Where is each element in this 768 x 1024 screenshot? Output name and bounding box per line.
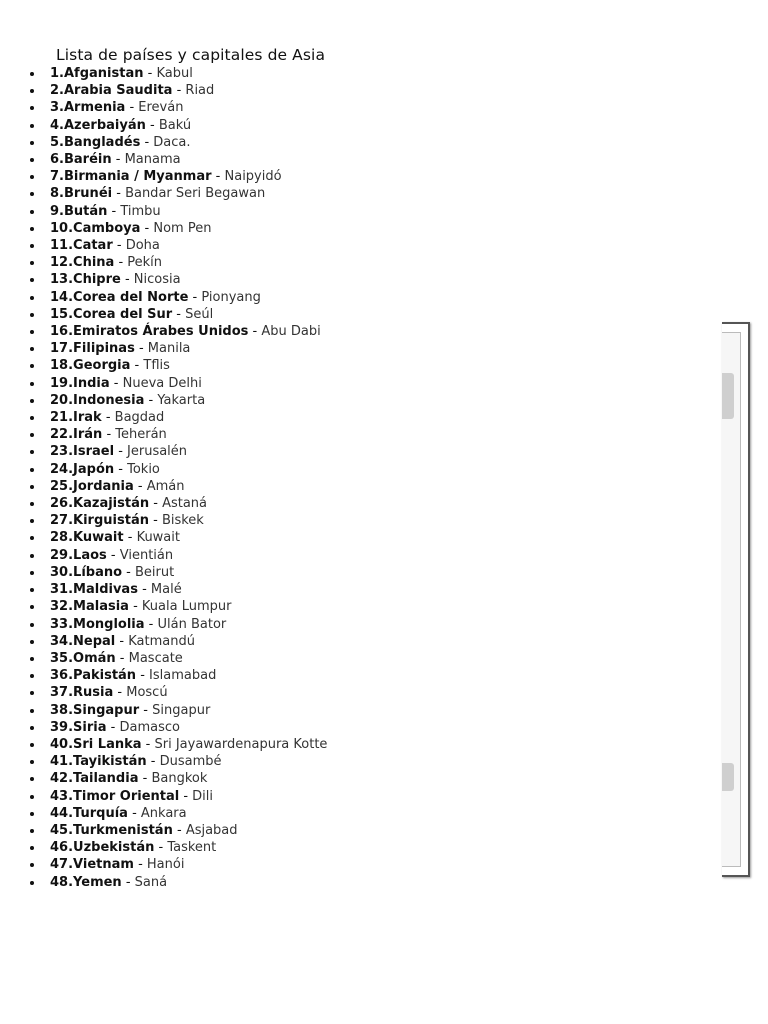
- country-name: Baréin: [63, 152, 112, 168]
- capital-name: Vientián: [119, 547, 174, 563]
- item-number: 39.: [50, 719, 74, 735]
- country-name: Líbano: [73, 564, 123, 580]
- country-name: India: [73, 375, 110, 391]
- list-item: 12.China - Pekín: [0, 254, 330, 271]
- list-item: 26.Kazajistán - Astaná: [0, 495, 330, 512]
- list-item: 6.Baréin - Manama: [0, 151, 330, 168]
- country-name: Pakistán: [73, 668, 137, 684]
- item-number: 40.: [50, 736, 74, 752]
- country-list: [0, 65, 330, 891]
- item-number: 33.: [50, 616, 74, 632]
- country-name: Bangladés: [63, 134, 141, 150]
- capital-name: Manama: [124, 152, 181, 168]
- item-number: 30.: [50, 564, 74, 580]
- item-number: 37.: [50, 685, 74, 701]
- list-item: 19.India - Nueva Delhi: [0, 375, 330, 392]
- list-item: 36.Pakistán - Islamabad: [0, 667, 330, 684]
- list-item: 10.Camboya - Nom Pen: [0, 220, 330, 237]
- item-number: 9.: [50, 203, 64, 219]
- list-item: 1.Afganistan - Kabul: [0, 65, 330, 82]
- country-name: Nepal: [73, 633, 116, 649]
- country-name: Emiratos Árabes Unidos: [73, 324, 249, 340]
- capital-name: Katmandú: [128, 633, 195, 649]
- list-item: 7.Birmania / Myanmar - Naipyidó: [0, 168, 330, 185]
- item-number: 47.: [50, 857, 74, 873]
- country-name: Armenia: [63, 100, 126, 116]
- country-name: Georgia: [73, 358, 131, 374]
- capital-name: Singapur: [152, 702, 211, 718]
- list-item: 14.Corea del Norte - Pionyang: [0, 289, 330, 306]
- list-item: 22.Irán - Teherán: [0, 426, 330, 443]
- country-name: Maldivas: [73, 582, 138, 598]
- list-item: 29.Laos - Vientián: [0, 547, 330, 564]
- capital-name: Tflis: [143, 358, 170, 374]
- list-item: 32.Malasia - Kuala Lumpur: [0, 598, 330, 615]
- item-number: 7.: [50, 169, 64, 185]
- capital-name: Islamabad: [149, 668, 217, 684]
- item-number: 12.: [50, 255, 74, 271]
- capital-name: Dusambé: [159, 754, 222, 770]
- list-item: 42.Tailandia - Bangkok: [0, 770, 330, 787]
- item-number: 18.: [50, 358, 74, 374]
- list-item: 16.Emiratos Árabes Unidos - Abu Dabi: [0, 323, 330, 340]
- item-number: 48.: [50, 874, 74, 890]
- country-name: Turkmenistán: [73, 822, 173, 838]
- capital-name: Amán: [146, 478, 185, 494]
- item-number: 8.: [50, 186, 64, 202]
- country-name: Kirguistán: [73, 513, 149, 529]
- country-name: Singapur: [73, 702, 140, 718]
- country-name: Turquía: [73, 805, 128, 821]
- capital-name: Jerusalén: [127, 444, 188, 460]
- list-item: 20.Indonesia - Yakarta: [0, 392, 330, 409]
- country-name: Siria: [73, 719, 107, 735]
- item-number: 14.: [50, 289, 74, 305]
- item-number: 22.: [50, 427, 74, 443]
- capital-name: Saná: [134, 874, 168, 890]
- capital-name: Asjabad: [185, 822, 238, 838]
- capital-name: Tokio: [127, 461, 160, 477]
- country-name: Afganistan: [63, 66, 144, 81]
- item-number: 19.: [50, 375, 74, 391]
- capital-name: Seúl: [185, 306, 214, 322]
- list-item: 38.Singapur - Singapur: [0, 702, 330, 719]
- capital-name: Malé: [150, 582, 182, 598]
- capital-name: Nicosia: [133, 272, 181, 288]
- page-title: Lista de países y capitales de Asia: [56, 46, 326, 64]
- capital-name: Biskek: [161, 513, 204, 529]
- capital-name: Hanói: [146, 857, 185, 873]
- item-number: 46.: [50, 840, 74, 856]
- list-item: 24.Japón - Tokio: [0, 461, 330, 478]
- list-item: 39.Siria - Damasco: [0, 719, 330, 736]
- side-frame-inner: [722, 332, 741, 867]
- capital-name: Ankara: [140, 805, 187, 821]
- item-number: 35.: [50, 650, 74, 666]
- item-number: 31.: [50, 582, 74, 598]
- capital-name: Yakarta: [157, 392, 206, 408]
- list-item: 47.Vietnam - Hanói: [0, 856, 330, 873]
- capital-name: Pionyang: [201, 289, 261, 305]
- capital-name: Doha: [125, 238, 160, 254]
- list-item: 34.Nepal - Katmandú: [0, 633, 330, 650]
- capital-name: Naipyidó: [224, 169, 282, 185]
- list-item: 28.Kuwait - Kuwait: [0, 529, 330, 546]
- item-number: 20.: [50, 392, 74, 408]
- item-number: 26.: [50, 496, 74, 512]
- list-item: 30.Líbano - Beirut: [0, 564, 330, 581]
- list-item: 35.Omán - Mascate: [0, 650, 330, 667]
- country-name: Laos: [73, 547, 107, 563]
- item-number: 6.: [50, 152, 64, 168]
- country-name: Kuwait: [73, 530, 124, 546]
- capital-name: Bangkok: [151, 771, 208, 787]
- country-name: Vietnam: [73, 857, 134, 873]
- capital-name: Kuwait: [136, 530, 180, 546]
- item-number: 16.: [50, 324, 74, 340]
- country-name: Jordania: [73, 478, 134, 494]
- list-item: 21.Irak - Bagdad: [0, 409, 330, 426]
- item-number: 10.: [50, 220, 74, 236]
- list-item: 44.Turquía - Ankara: [0, 805, 330, 822]
- capital-name: Bakú: [158, 117, 192, 133]
- list-item: 27.Kirguistán - Biskek: [0, 512, 330, 529]
- country-name: China: [73, 255, 115, 271]
- country-name: Malasia: [73, 599, 129, 615]
- side-frame-decoration: [722, 322, 750, 877]
- capital-name: Nom Pen: [153, 220, 212, 236]
- list-item: 13.Chipre - Nicosia: [0, 271, 330, 288]
- item-number: 23.: [50, 444, 74, 460]
- capital-name: Bagdad: [114, 410, 165, 426]
- country-name: Timor Oriental: [73, 788, 180, 804]
- capital-name: Daca.: [153, 134, 191, 150]
- country-name: Rusia: [73, 685, 114, 701]
- list-item: 40.Sri Lanka - Sri Jayawardenapura Kotte: [0, 736, 330, 753]
- list-item: 25.Jordania - Amán: [0, 478, 330, 495]
- item-number: 3.: [50, 100, 64, 116]
- item-number: 5.: [50, 134, 64, 150]
- list-item: 4.Azerbaiyán - Bakú: [0, 117, 330, 134]
- list-item: 5.Bangladés - Daca.: [0, 134, 330, 151]
- item-number: 44.: [50, 805, 74, 821]
- item-number: 24.: [50, 461, 74, 477]
- item-number: 28.: [50, 530, 74, 546]
- country-name: Bután: [63, 203, 108, 219]
- item-number: 4.: [50, 117, 64, 133]
- capital-name: Riad: [185, 83, 215, 99]
- capital-name: Timbu: [120, 203, 161, 219]
- capital-name: Kabul: [156, 66, 193, 81]
- list-item: 43.Timor Oriental - Dili: [0, 788, 330, 805]
- country-name: Camboya: [73, 220, 141, 236]
- list-item: 18.Georgia - Tflis: [0, 357, 330, 374]
- country-name: Monglolia: [73, 616, 145, 632]
- country-name: Chipre: [73, 272, 121, 288]
- item-number: 11.: [50, 238, 74, 254]
- country-name: Indonesia: [73, 392, 145, 408]
- capital-name: Ereván: [138, 100, 184, 116]
- country-name: Kazajistán: [73, 496, 150, 512]
- list-item: 23.Israel - Jerusalén: [0, 443, 330, 460]
- country-name: Catar: [73, 238, 113, 254]
- country-name: Filipinas: [73, 341, 135, 357]
- list-item: 33.Monglolia - Ulán Bator: [0, 616, 330, 633]
- country-name: Israel: [73, 444, 115, 460]
- item-number: 45.: [50, 822, 74, 838]
- capital-name: Dili: [192, 788, 214, 804]
- country-name: Brunéi: [63, 186, 113, 202]
- list-item: 2.Arabia Saudita - Riad: [0, 82, 330, 99]
- item-number: 17.: [50, 341, 74, 357]
- country-name: Corea del Sur: [73, 306, 173, 322]
- frame-mark-top: [722, 373, 734, 419]
- list-item: 45.Turkmenistán - Asjabad: [0, 822, 330, 839]
- capital-name: Sri Jayawardenapura Kotte: [154, 736, 328, 752]
- item-number: 34.: [50, 633, 74, 649]
- capital-name: Taskent: [167, 840, 217, 856]
- country-name: Irak: [73, 410, 102, 426]
- country-name: Tailandia: [73, 771, 139, 787]
- country-name: Uzbekistán: [73, 840, 155, 856]
- item-number: 43.: [50, 788, 74, 804]
- list-item: 15.Corea del Sur - Seúl: [0, 306, 330, 323]
- capital-name: Kuala Lumpur: [141, 599, 232, 615]
- capital-name: Beirut: [135, 564, 175, 580]
- item-number: 15.: [50, 306, 74, 322]
- item-number: 2.: [50, 83, 64, 99]
- country-name: Arabia Saudita: [63, 83, 173, 99]
- list-item: 41.Tayikistán - Dusambé: [0, 753, 330, 770]
- list-item: 3.Armenia - Ereván: [0, 99, 330, 116]
- item-number: 1.: [50, 66, 64, 81]
- capital-name: Moscú: [126, 685, 168, 701]
- capital-name: Bandar Seri Begawan: [125, 186, 266, 202]
- capital-name: Teherán: [115, 427, 167, 443]
- country-name: Corea del Norte: [73, 289, 189, 305]
- capital-name: Abu Dabi: [261, 324, 321, 340]
- country-name: Azerbaiyán: [63, 117, 146, 133]
- capital-name: Damasco: [119, 719, 180, 735]
- item-number: 32.: [50, 599, 74, 615]
- item-number: 42.: [50, 771, 74, 787]
- capital-name: Manila: [147, 341, 191, 357]
- country-name: Tayikistán: [73, 754, 147, 770]
- capital-name: Ulán Bator: [157, 616, 227, 632]
- country-name: Omán: [73, 650, 116, 666]
- list-item: 11.Catar - Doha: [0, 237, 330, 254]
- capital-name: Nueva Delhi: [122, 375, 202, 391]
- country-name: Birmania / Myanmar: [63, 169, 212, 185]
- item-number: 38.: [50, 702, 74, 718]
- country-name: Irán: [73, 427, 103, 443]
- list-item: 46.Uzbekistán - Taskent: [0, 839, 330, 856]
- list-item: 31.Maldivas - Malé: [0, 581, 330, 598]
- item-number: 25.: [50, 478, 74, 494]
- capital-name: Pekín: [127, 255, 163, 271]
- item-number: 21.: [50, 410, 74, 426]
- frame-mark-bottom: [722, 763, 734, 791]
- item-number: 27.: [50, 513, 74, 529]
- capital-name: Astaná: [162, 496, 208, 512]
- list-item: 9.Bután - Timbu: [0, 203, 330, 220]
- list-item: 48.Yemen - Saná: [0, 874, 330, 891]
- item-number: 13.: [50, 272, 74, 288]
- item-number: 41.: [50, 754, 74, 770]
- list-item: 37.Rusia - Moscú: [0, 684, 330, 701]
- country-name: Sri Lanka: [73, 736, 142, 752]
- country-name: Yemen: [73, 874, 122, 890]
- list-item: 17.Filipinas - Manila: [0, 340, 330, 357]
- list-item: 8.Brunéi - Bandar Seri Begawan: [0, 185, 330, 202]
- country-name: Japón: [73, 461, 115, 477]
- item-number: 29.: [50, 547, 74, 563]
- capital-name: Mascate: [128, 650, 183, 666]
- item-number: 36.: [50, 668, 74, 684]
